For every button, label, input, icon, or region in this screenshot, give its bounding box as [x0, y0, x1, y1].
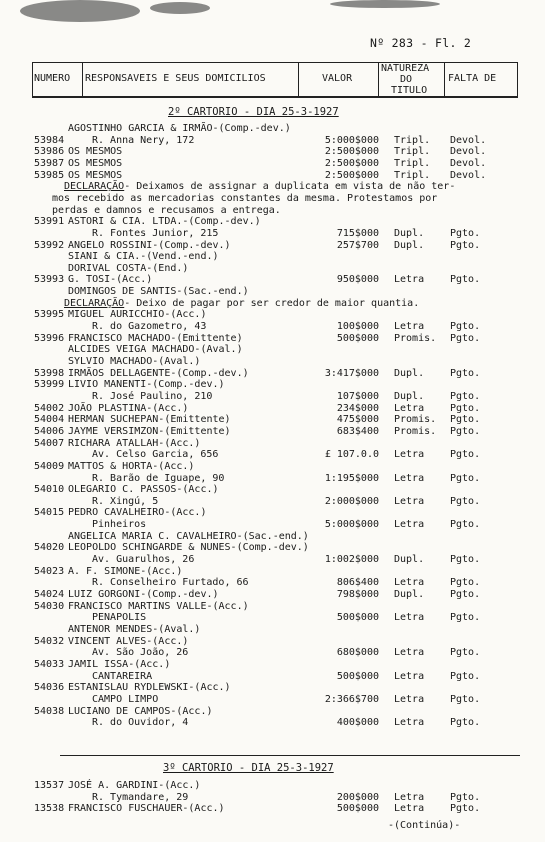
entry-value: 680$000 — [336, 647, 379, 659]
entry-number: 53984 — [34, 134, 65, 146]
list-item — [0, 682, 545, 694]
entry-name: R. José Paulino, 210 — [92, 390, 213, 402]
entry-number: 54009 — [34, 460, 65, 472]
entry-name: MIGUEL AURICCHIO-(Acc.) — [68, 309, 207, 321]
entry-falta: Pgto. — [450, 647, 481, 659]
entry-number: 54033 — [34, 658, 65, 670]
entry-name: IRMÃOS DELLAGENTE-(Comp.-dev.) — [68, 367, 249, 379]
list-item — [0, 286, 545, 298]
entry-falta: Pgto. — [450, 803, 481, 814]
list-item — [0, 240, 545, 252]
header-numero: NUMERO — [34, 73, 71, 84]
entry-nature: Letra — [394, 577, 425, 589]
list-item — [0, 274, 545, 286]
entry-name: JAYME VERSIMZON-(Emittente) — [68, 425, 231, 437]
entry-falta: Pgto. — [450, 449, 481, 461]
entry-nature: Dupl. — [394, 390, 425, 402]
entry-falta: Devol. — [450, 146, 487, 158]
entry-value: 950$000 — [336, 274, 379, 286]
list-item — [0, 717, 545, 729]
entry-nature: Letra — [394, 670, 425, 682]
entry-name: R. Conselheiro Furtado, 66 — [92, 577, 249, 589]
entry-value: 200$000 — [336, 791, 379, 803]
entry-name: Av. São João, 26 — [92, 647, 189, 659]
entry-falta: Pgto. — [450, 670, 481, 682]
list-item — [0, 123, 545, 135]
list-item — [0, 706, 545, 718]
header-responsaveis: RESPONSAVEIS E SEUS DOMICILIOS — [85, 73, 266, 84]
entry-nature: Letra — [394, 321, 425, 333]
entry-value: £ 107.0.0 — [324, 449, 379, 461]
entry-falta: Pgto. — [450, 390, 481, 402]
entry-name: FRANCISCO MACHADO-(Emittente) — [68, 332, 243, 344]
entry-number: 53995 — [34, 309, 65, 321]
entry-name: CANTAREIRA — [92, 670, 153, 682]
entry-nature: Dupl. — [394, 239, 425, 251]
entry-name: JOÃO PLASTINA-(Acc.) — [68, 402, 189, 414]
entry-name: JAMIL ISSA-(Acc.) — [68, 658, 171, 670]
entry-name: PENAPOLIS — [92, 612, 147, 624]
entry-falta: Pgto. — [450, 519, 481, 531]
entry-number: 54010 — [34, 484, 65, 496]
entry-name: OS MESMOS — [68, 146, 123, 158]
entry-name: DECLARAÇÃO- Deixamos de assignar a duplicata em vista de não ter- — [64, 181, 456, 193]
entry-name: R. Tymandare, 29 — [92, 791, 189, 803]
entry-value: 683$400 — [336, 425, 379, 437]
entry-name: Av. Celso Garcia, 656 — [92, 449, 219, 461]
entry-name: G. TOSI-(Acc.) — [68, 274, 153, 286]
entry-falta: Pgto. — [450, 402, 481, 414]
entry-name: LIVIO MANENTI-(Comp.-dev.) — [68, 379, 225, 391]
list-item — [0, 589, 545, 601]
entry-value: 5:000$000 — [324, 134, 379, 146]
entry-value: 2:366$700 — [324, 693, 379, 705]
header-valor: VALOR — [322, 73, 353, 84]
list-item — [0, 146, 545, 158]
entry-value: 3:417$000 — [324, 367, 379, 379]
entry-number: 53985 — [34, 169, 65, 181]
entry-name: DOMINGOS DE SANTIS-(Sac.-end.) — [68, 286, 249, 298]
scan-smudge — [330, 0, 440, 8]
entry-falta: Pgto. — [450, 693, 481, 705]
entry-name: R. do Gazometro, 43 — [92, 321, 207, 333]
entry-number: 54007 — [34, 437, 65, 449]
list-item — [0, 298, 545, 310]
entry-number: 54002 — [34, 402, 65, 414]
entry-name: ANTENOR MENDES-(Aval.) — [68, 623, 201, 635]
list-item — [0, 577, 545, 589]
entry-name: R. do Ouvidor, 4 — [92, 717, 189, 729]
list-item — [0, 193, 545, 205]
entry-falta: Pgto. — [450, 717, 481, 729]
entry-nature: Letra — [394, 495, 425, 507]
entry-value: 475$000 — [336, 414, 379, 426]
header-falta: FALTA DE — [448, 73, 497, 84]
entry-nature: Tripl. — [394, 169, 431, 181]
entry-number: 53986 — [34, 146, 65, 158]
list-item — [0, 449, 545, 461]
entry-number: 53998 — [34, 367, 65, 379]
entry-nature: Letra — [394, 472, 425, 484]
entry-falta: Pgto. — [450, 472, 481, 484]
entry-number: 54030 — [34, 600, 65, 612]
entry-name: HERMAN SUCHEPAN-(Emittente) — [68, 414, 231, 426]
list-item — [0, 158, 545, 170]
scan-smudge — [150, 2, 210, 14]
entry-value: 715$000 — [336, 227, 379, 239]
entry-name: ESTANISLAU RYDLEWSKI-(Acc.) — [68, 682, 231, 694]
list-item — [0, 344, 545, 356]
entry-number: 54015 — [34, 507, 65, 519]
header-do: DO — [400, 74, 413, 85]
entry-name: FRANCISCO FUSCHAUER-(Acc.) — [68, 803, 225, 814]
list-item — [0, 181, 545, 193]
entry-falta: Pgto. — [450, 227, 481, 239]
entry-name: Av. Guarulhos, 26 — [92, 554, 195, 566]
entry-value: 257$700 — [336, 239, 379, 251]
list-item — [0, 566, 545, 578]
entry-nature: Letra — [394, 519, 425, 531]
entry-falta: Pgto. — [450, 589, 481, 600]
list-item — [0, 263, 545, 275]
entry-value: 500$000 — [336, 332, 379, 344]
entry-number: 54038 — [34, 705, 65, 717]
list-item — [0, 647, 545, 659]
entry-falta: Pgto. — [450, 577, 481, 589]
entry-falta: Pgto. — [450, 791, 481, 803]
entry-nature: Letra — [394, 449, 425, 461]
list-item — [0, 333, 545, 345]
page-number: Nº 283 - Fl. 2 — [370, 36, 472, 50]
entry-falta: Pgto. — [450, 239, 481, 251]
entry-value: 500$000 — [336, 803, 379, 814]
list-item — [0, 356, 545, 368]
entry-number: 54020 — [34, 542, 65, 554]
entry-value: 1:195$000 — [324, 472, 379, 484]
entry-name: DORIVAL COSTA-(End.) — [68, 262, 189, 274]
entry-number: 53993 — [34, 274, 65, 286]
entry-name: SIANI & CIA.-(Vend.-end.) — [68, 251, 219, 263]
list-item — [0, 414, 545, 426]
entry-nature: Dupl. — [394, 589, 425, 600]
entry-value: 1:002$000 — [324, 554, 379, 566]
entry-name: SYLVIO MACHADO-(Aval.) — [68, 356, 201, 367]
list-item — [0, 391, 545, 403]
list-item — [0, 205, 545, 217]
list-item — [0, 426, 545, 438]
entry-nature: Letra — [394, 402, 425, 414]
list-item — [0, 612, 545, 624]
list-item — [0, 636, 545, 648]
entry-name: R. Anna Nery, 172 — [92, 134, 195, 146]
list-item — [0, 792, 545, 804]
entry-nature: Dupl. — [394, 554, 425, 566]
entry-nature: Letra — [394, 274, 425, 286]
continua-note: -(Continúa)- — [388, 820, 461, 831]
entry-name: A. F. SIMONE-(Acc.) — [68, 565, 183, 577]
entry-number: 53991 — [34, 216, 65, 228]
header-natureza: NATUREZA — [381, 63, 430, 74]
list-item — [0, 461, 545, 473]
entry-name: mos recebido as mercadorias constantes da mesma. Protestamos por — [52, 192, 438, 204]
entry-falta: Pgto. — [450, 495, 481, 507]
entry-name: OS MESMOS — [68, 169, 123, 181]
entry-name: LUCIANO DE CAMPOS-(Acc.) — [68, 705, 213, 717]
list-item — [0, 507, 545, 519]
entry-value: 234$000 — [336, 402, 379, 414]
entry-number: 13537 — [34, 780, 65, 791]
entry-value: 798$000 — [336, 589, 379, 600]
entry-number: 54024 — [34, 589, 65, 600]
scan-smudge — [20, 0, 140, 22]
entry-name: perdas e damnos e recusamos a entrega. — [52, 204, 281, 216]
entry-nature: Promis. — [394, 425, 437, 437]
list-item — [0, 170, 545, 182]
entry-name: R. Fontes Junior, 215 — [92, 227, 219, 239]
entry-nature: Promis. — [394, 332, 437, 344]
entry-nature: Letra — [394, 612, 425, 624]
list-item — [0, 473, 545, 485]
list-item — [0, 671, 545, 683]
list-item — [0, 531, 545, 543]
entry-falta: Pgto. — [450, 554, 481, 566]
entry-falta: Pgto. — [450, 321, 481, 333]
entry-name: ANGELICA MARIA C. CAVALHEIRO-(Sac.-end.) — [68, 530, 309, 542]
list-item — [0, 803, 545, 815]
list-item — [0, 542, 545, 554]
entry-value: 806$400 — [336, 577, 379, 589]
header-titulo: TITULO — [391, 85, 428, 96]
entry-falta: Pgto. — [450, 367, 481, 379]
entry-name: LEOPOLDO SCHINGARDE & NUNES-(Comp.-dev.) — [68, 542, 309, 554]
entry-name: ANGELO ROSSINI-(Comp.-dev.) — [68, 239, 231, 251]
entry-name: CAMPO LIMPO — [92, 693, 159, 705]
entry-number: 13538 — [34, 803, 65, 814]
list-item — [0, 438, 545, 450]
entry-number: 54023 — [34, 565, 65, 577]
entry-number: 53996 — [34, 332, 65, 344]
entry-number: 54006 — [34, 425, 65, 437]
list-item — [0, 135, 545, 147]
entry-name: LUIZ GORGONI-(Comp.-dev.) — [68, 589, 219, 600]
entry-nature: Letra — [394, 693, 425, 705]
list-item — [0, 780, 545, 792]
entry-value: 107$000 — [336, 390, 379, 402]
section-title: 2º CARTORIO - DIA 25-3-1927 — [168, 106, 339, 118]
entry-name: OLEGARIO C. PASSOS-(Acc.) — [68, 484, 219, 496]
entry-name: VINCENT ALVES-(Acc.) — [68, 635, 189, 647]
list-item — [0, 519, 545, 531]
entry-falta: Pgto. — [450, 414, 481, 426]
entry-nature: Letra — [394, 803, 425, 814]
entry-name: AGOSTINHO GARCIA & IRMÃO-(Comp.-dev.) — [68, 123, 291, 134]
entry-value: 2:500$000 — [324, 146, 379, 158]
entry-number: 53987 — [34, 157, 65, 169]
entry-nature: Promis. — [394, 414, 437, 426]
entry-falta: Pgto. — [450, 274, 481, 286]
entry-name: RICHARA ATALLAH-(Acc.) — [68, 437, 201, 449]
entry-nature: Tripl. — [394, 157, 431, 169]
entry-nature: Dupl. — [394, 227, 425, 239]
entry-nature: Dupl. — [394, 367, 425, 379]
entry-name: FRANCISCO MARTINS VALLE-(Acc.) — [68, 600, 249, 612]
list-item — [0, 251, 545, 263]
list-item — [0, 368, 545, 380]
entry-name: PEDRO CAVALHEIRO-(Acc.) — [68, 507, 207, 519]
entry-falta: Pgto. — [450, 612, 481, 624]
entry-value: 500$000 — [336, 670, 379, 682]
entry-number: 54004 — [34, 414, 65, 426]
entry-value: 2:500$000 — [324, 157, 379, 169]
list-item — [0, 403, 545, 415]
entry-value: 500$000 — [336, 612, 379, 624]
list-item — [0, 554, 545, 566]
entry-nature: Tripl. — [394, 146, 431, 158]
entry-value: 2:000$000 — [324, 495, 379, 507]
entry-falta: Pgto. — [450, 425, 481, 437]
entry-name: MATTOS & HORTA-(Acc.) — [68, 460, 195, 472]
entry-falta: Devol. — [450, 134, 487, 146]
entry-name: Pinheiros — [92, 519, 147, 531]
entry-name: JOSÉ A. GARDINI-(Acc.) — [68, 780, 201, 791]
list-item — [0, 601, 545, 613]
list-item — [0, 659, 545, 671]
list-item — [0, 228, 545, 240]
entry-value: 400$000 — [336, 717, 379, 729]
list-item — [0, 624, 545, 636]
list-item — [0, 216, 545, 228]
section-title: 3º CARTORIO - DIA 25-3-1927 — [163, 762, 334, 774]
section-divider — [60, 755, 520, 756]
entry-nature: Letra — [394, 791, 425, 803]
entry-value: 100$000 — [336, 321, 379, 333]
entry-falta: Devol. — [450, 157, 487, 169]
entry-falta: Pgto. — [450, 332, 481, 344]
entry-name: OS MESMOS — [68, 157, 123, 169]
entry-value: 5:000$000 — [324, 519, 379, 531]
entry-name: DECLARAÇÃO- Deixo de pagar por ser credor de maior quantia. — [64, 297, 420, 309]
list-item — [0, 321, 545, 333]
entry-number: 54032 — [34, 635, 65, 647]
entry-number: 54036 — [34, 682, 65, 694]
entry-nature: Letra — [394, 717, 425, 729]
entry-falta: Devol. — [450, 169, 487, 181]
list-item — [0, 694, 545, 706]
entry-name: ALCIDES VEIGA MACHADO-(Aval.) — [68, 344, 243, 356]
list-item — [0, 496, 545, 508]
entry-name: R. Xingú, 5 — [92, 495, 159, 507]
list-item — [0, 379, 545, 391]
entry-number: 53999 — [34, 379, 65, 391]
entry-number: 53992 — [34, 239, 65, 251]
entry-name: ASTORI & CIA. LTDA.-(Comp.-dev.) — [68, 216, 261, 228]
list-item — [0, 309, 545, 321]
entry-nature: Letra — [394, 647, 425, 659]
entry-value: 2:500$000 — [324, 169, 379, 181]
entry-name: R. Barão de Iguape, 90 — [92, 472, 225, 484]
entry-nature: Tripl. — [394, 134, 431, 146]
list-item — [0, 484, 545, 496]
